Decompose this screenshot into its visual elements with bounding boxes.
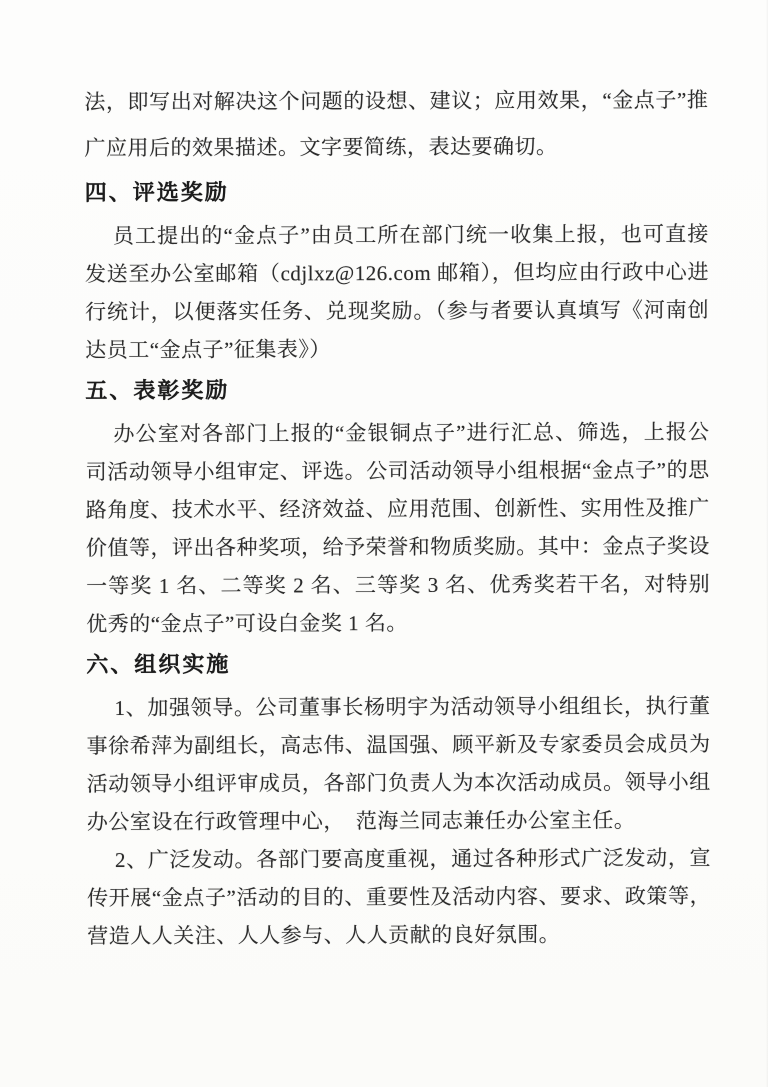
paragraph-submission-rules: 员工提出的“金点子”由员工所在部门统一收集上报，也可直接发送至办公室邮箱（cdjlxz@126.com 邮箱），但均应由行政中心进行统计，以便落实任务、兑现奖励。（参与者要认真填写《河南创达员工“金点子”征集表》） — [84, 221, 710, 363]
document-body — [84, 0, 711, 955]
paragraph-mobilization: 2、广泛发动。各部门要高度重视，通过各种形式广泛发动，宣传开展“金点子”活动的目的、重要性及活动内容、要求、政策等，营造人人关注、人人参与、人人贡献的良好氛围。 — [87, 845, 712, 949]
section-heading-5-biaozhang-jiangli: 五、表彰奖励 — [85, 377, 230, 404]
section-heading-4-pingxuan-jiangli: 四、评选奖励 — [84, 179, 229, 206]
paragraph-leadership: 1、加强领导。公司董事长杨明宇为活动领导小组组长，执行董事徐希萍为副组长，高志伟、温国强、顾平新及专家委员会成员为活动领导小组评审成员，各部门负责人为本次活动成员。领导小组办公室设在行政管理中心， 范海兰同志兼任办公室主任。 — [86, 693, 711, 835]
paragraph-award-criteria: 办公室对各部门上报的“金银铜点子”进行汇总、筛选，上报公司活动领导小组审定、评选。公司活动领导小组根据“金点子”的思路角度、技术水平、经济效益、应用范围、创新性、实用性及推广价值等，评出各种奖项，给予荣誉和物质奖励。其中：金点子奖设一等奖 1 名、二等奖 2 名、三等奖 3 名、优秀奖若干名，对特别优秀的“金点子”可设白金奖 1 名。 — [85, 419, 711, 637]
section-heading-6-zuzhi-shishi: 六、组织实施 — [86, 651, 231, 678]
paragraph-continuation-top: 法，即写出对解决这个问题的设想、建议；应用效果，“金点子”推广应用后的效果描述。文字要简练，表达要确切。 — [84, 87, 709, 161]
